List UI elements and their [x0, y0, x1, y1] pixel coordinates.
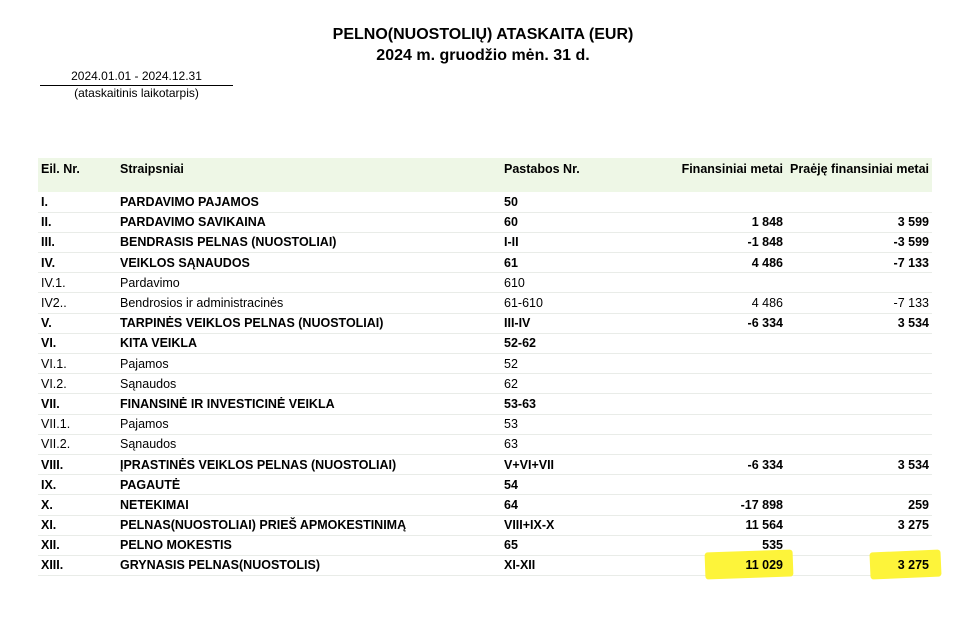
row-number: IX.	[38, 475, 117, 495]
row-previous-year	[786, 555, 932, 575]
row-current-year	[636, 374, 786, 394]
table-row	[38, 192, 932, 212]
row-previous-year	[786, 333, 932, 353]
income-statement-table	[38, 158, 932, 576]
row-note: 53-63	[501, 394, 636, 414]
row-item: KITA VEIKLA	[117, 333, 501, 353]
report-title: PELNO(NUOSTOLIŲ) ATASKAITA (EUR)	[332, 26, 634, 43]
row-current-year	[636, 414, 786, 434]
row-current-year	[636, 333, 786, 353]
row-note: 52	[501, 354, 636, 374]
row-item: Sąnaudos	[117, 374, 501, 394]
row-previous-year: 3 534	[786, 454, 932, 474]
row-item: BENDRASIS PELNAS (NUOSTOLIAI)	[117, 232, 501, 252]
row-note: VIII+IX-X	[501, 515, 636, 535]
row-previous-year: 3 599	[786, 212, 932, 232]
row-item: PARDAVIMO PAJAMOS	[117, 192, 501, 212]
table-row	[38, 333, 932, 353]
row-previous-year	[786, 273, 932, 293]
row-note: V+VI+VII	[501, 454, 636, 474]
row-item: Sąnaudos	[117, 434, 501, 454]
row-number: V.	[38, 313, 117, 333]
row-note: 610	[501, 273, 636, 293]
row-number: XI.	[38, 515, 117, 535]
row-number: XIII.	[38, 555, 117, 575]
row-number: VIII.	[38, 454, 117, 474]
row-item: PARDAVIMO SAVIKAINA	[117, 212, 501, 232]
table-row	[38, 273, 932, 293]
row-previous-year: 259	[786, 495, 932, 515]
column-header-item: Straipsniai	[117, 158, 501, 192]
row-previous-year: 3 534	[786, 313, 932, 333]
row-current-year	[636, 475, 786, 495]
row-current-year	[636, 192, 786, 212]
table-row	[38, 374, 932, 394]
table-row	[38, 414, 932, 434]
table-row	[38, 434, 932, 454]
row-previous-year	[786, 192, 932, 212]
row-note: 61	[501, 253, 636, 273]
table-row	[38, 535, 932, 555]
row-item: FINANSINĖ IR INVESTICINĖ VEIKLA	[117, 394, 501, 414]
row-item: GRYNASIS PELNAS(NUOSTOLIS)	[117, 555, 501, 575]
row-previous-year	[786, 394, 932, 414]
row-item: Bendrosios ir administracinės	[117, 293, 501, 313]
row-note: 64	[501, 495, 636, 515]
table-row	[38, 313, 932, 333]
row-current-year: 11 564	[636, 515, 786, 535]
row-current-year: 4 486	[636, 253, 786, 273]
row-current-year	[636, 273, 786, 293]
row-note: 63	[501, 434, 636, 454]
row-number: VI.2.	[38, 374, 117, 394]
column-header-note: Pastabos Nr.	[501, 158, 636, 192]
row-number: VI.	[38, 333, 117, 353]
row-note: 54	[501, 475, 636, 495]
row-item: ĮPRASTINĖS VEIKLOS PELNAS (NUOSTOLIAI)	[117, 454, 501, 474]
row-note: I-II	[501, 232, 636, 252]
period-range: 2024.01.01 - 2024.12.31	[40, 68, 233, 86]
row-previous-year: -7 133	[786, 293, 932, 313]
row-item: Pajamos	[117, 414, 501, 434]
row-note: III-IV	[501, 313, 636, 333]
row-number: VII.2.	[38, 434, 117, 454]
table-row	[38, 293, 932, 313]
table-row	[38, 475, 932, 495]
row-current-year: -1 848	[636, 232, 786, 252]
row-number: X.	[38, 495, 117, 515]
table-row	[38, 253, 932, 273]
row-current-year: -6 334	[636, 454, 786, 474]
reporting-period	[40, 68, 233, 101]
table-row	[38, 232, 932, 252]
row-note: 52-62	[501, 333, 636, 353]
row-current-year	[636, 394, 786, 414]
column-header-previous: Praėję finansiniai metai	[786, 158, 932, 192]
row-number: III.	[38, 232, 117, 252]
row-number: II.	[38, 212, 117, 232]
report-date: 2024 m. gruodžio mėn. 31 d.	[376, 47, 590, 64]
highlighted-value: 3 275	[897, 558, 929, 573]
table-row	[38, 394, 932, 414]
row-number: VII.	[38, 394, 117, 414]
row-previous-year	[786, 434, 932, 454]
row-note: 65	[501, 535, 636, 555]
row-previous-year	[786, 475, 932, 495]
table-row	[38, 354, 932, 374]
row-item: PELNAS(NUOSTOLIAI) PRIEŠ APMOKESTINIMĄ	[117, 515, 501, 535]
table-header-row	[38, 158, 932, 192]
row-note: XI-XII	[501, 555, 636, 575]
row-item: NETEKIMAI	[117, 495, 501, 515]
row-number: VI.1.	[38, 354, 117, 374]
row-previous-year: 3 275	[786, 515, 932, 535]
row-previous-year	[786, 354, 932, 374]
row-current-year: 535	[636, 535, 786, 555]
row-item: PELNO MOKESTIS	[117, 535, 501, 555]
table-body	[38, 192, 932, 576]
row-current-year	[636, 555, 786, 575]
row-current-year	[636, 354, 786, 374]
table-row	[38, 495, 932, 515]
table-row	[38, 454, 932, 474]
row-note: 53	[501, 414, 636, 434]
row-item: TARPINĖS VEIKLOS PELNAS (NUOSTOLIAI)	[117, 313, 501, 333]
row-item: Pajamos	[117, 354, 501, 374]
row-note: 50	[501, 192, 636, 212]
column-header-current: Finansiniai metai	[636, 158, 786, 192]
row-current-year: 4 486	[636, 293, 786, 313]
row-current-year: -17 898	[636, 495, 786, 515]
table-row	[38, 555, 932, 575]
row-item: PAGAUTĖ	[117, 475, 501, 495]
row-number: XII.	[38, 535, 117, 555]
row-number: VII.1.	[38, 414, 117, 434]
report-title-block	[0, 24, 961, 66]
period-caption: (ataskaitinis laikotarpis)	[74, 86, 199, 100]
column-header-nr: Eil. Nr.	[38, 158, 117, 192]
row-previous-year	[786, 374, 932, 394]
row-current-year: -6 334	[636, 313, 786, 333]
row-current-year: 1 848	[636, 212, 786, 232]
row-note: 62	[501, 374, 636, 394]
highlighted-value: 11 029	[745, 558, 783, 573]
row-note: 60	[501, 212, 636, 232]
table-row	[38, 515, 932, 535]
row-item: Pardavimo	[117, 273, 501, 293]
row-item: VEIKLOS SĄNAUDOS	[117, 253, 501, 273]
row-number: IV.1.	[38, 273, 117, 293]
row-previous-year: -7 133	[786, 253, 932, 273]
row-current-year	[636, 434, 786, 454]
row-previous-year	[786, 414, 932, 434]
row-number: I.	[38, 192, 117, 212]
row-previous-year: -3 599	[786, 232, 932, 252]
row-number: IV2..	[38, 293, 117, 313]
row-note: 61-610	[501, 293, 636, 313]
table-row	[38, 212, 932, 232]
row-number: IV.	[38, 253, 117, 273]
